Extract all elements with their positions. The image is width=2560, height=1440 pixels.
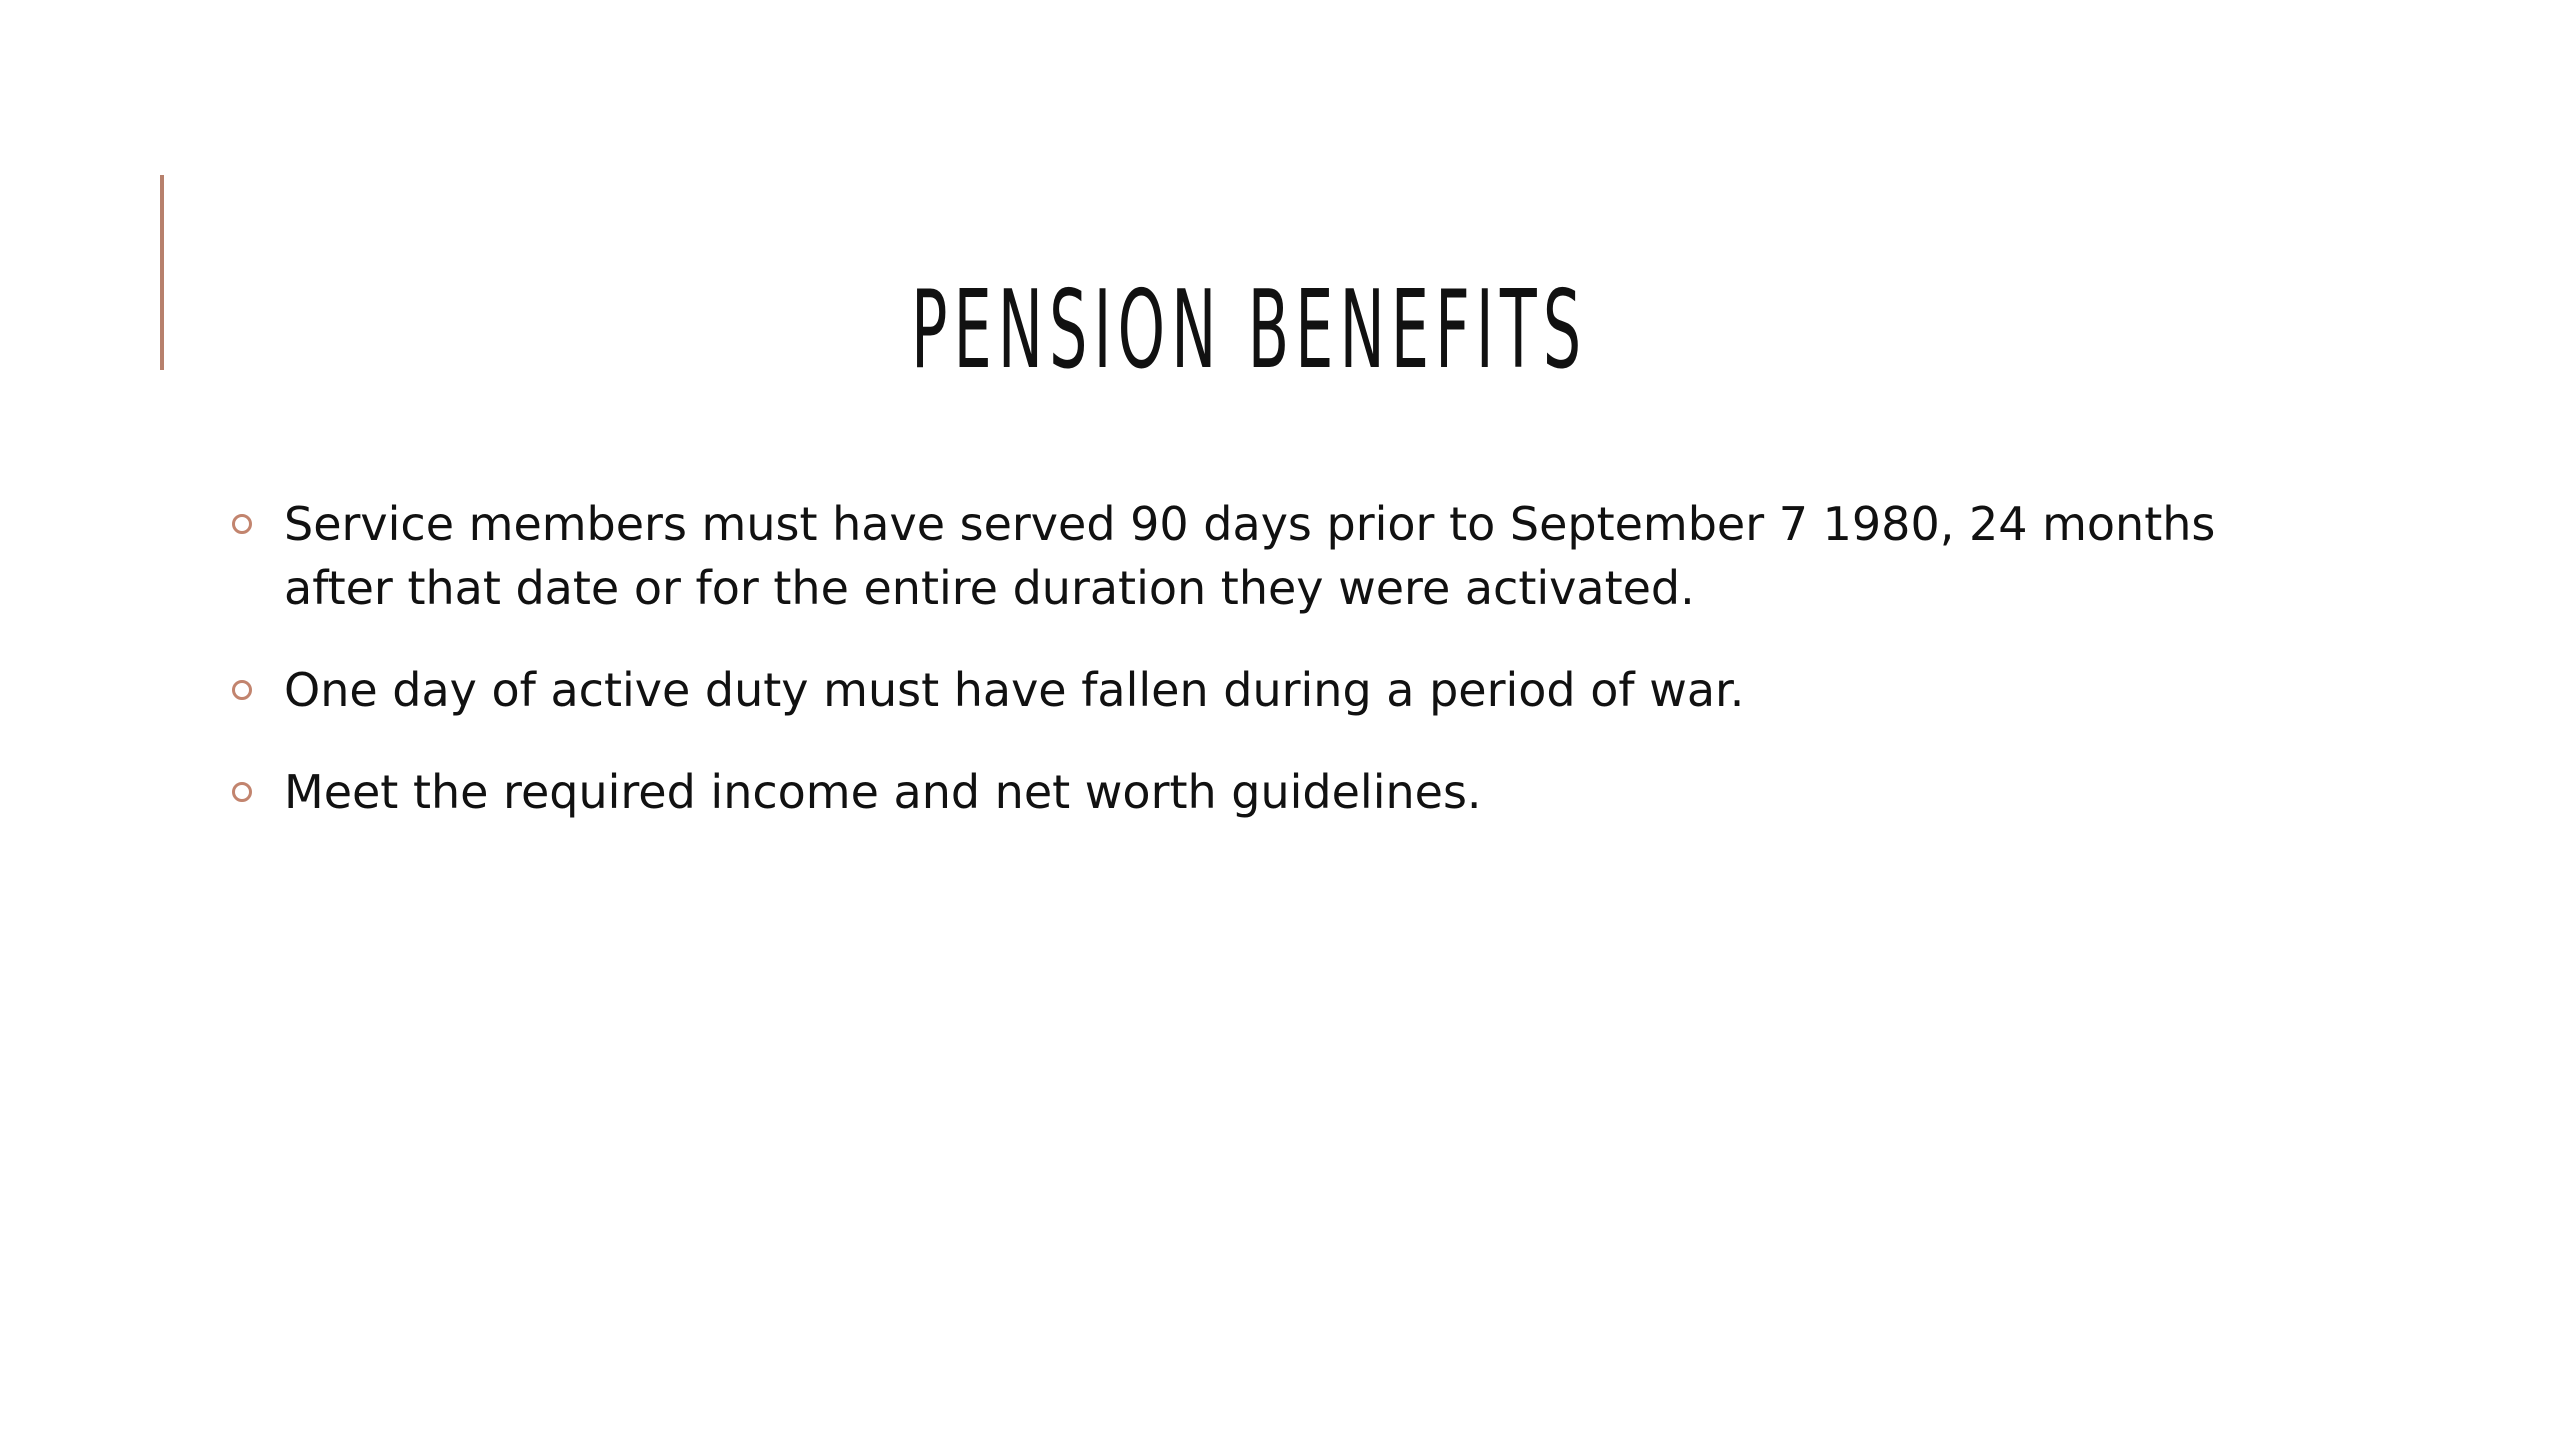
bullet-text: Service members must have served 90 days prior to September 7 1980, 24 months after that date or for the entire duration they were activated.	[284, 497, 2216, 615]
bullet-text: One day of active duty must have fallen during a period of war.	[284, 663, 1745, 717]
bullet-item	[228, 760, 2308, 824]
title-accent-bar	[160, 175, 164, 370]
bullet-text: Meet the required income and net worth guidelines.	[284, 765, 1482, 819]
bullet-list	[228, 492, 2308, 862]
slide-title: PENSION BENEFITS	[911, 268, 1588, 394]
bullet-item	[228, 492, 2308, 620]
hollow-circle-bullet-icon	[232, 782, 252, 802]
bullet-item	[228, 658, 2308, 722]
hollow-circle-bullet-icon	[232, 680, 252, 700]
hollow-circle-bullet-icon	[232, 514, 252, 534]
